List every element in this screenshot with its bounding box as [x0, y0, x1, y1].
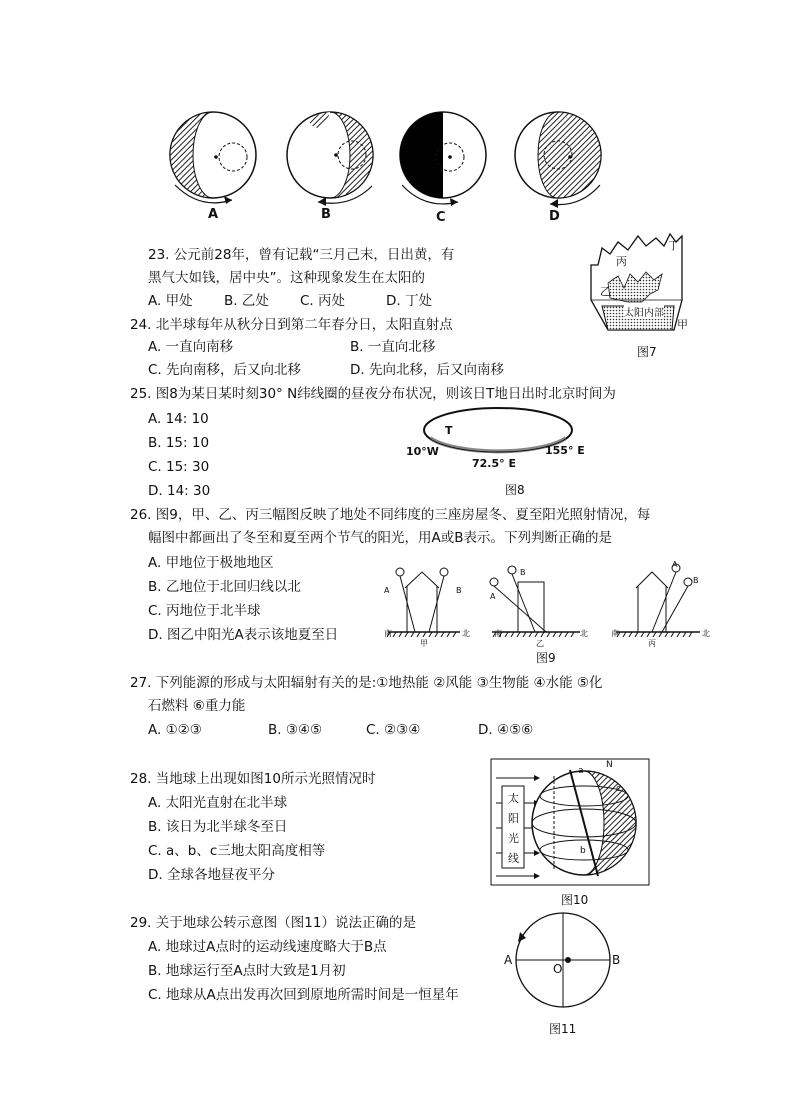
fig9-north-2: 北	[580, 629, 588, 638]
q23-option-a[interactable]: A. 甲处	[148, 293, 193, 309]
q24-option-c[interactable]: C. 先向南移，后又向北移	[148, 362, 302, 378]
q24-stem: 24. 北半球每年从秋分日到第二年春分日，太阳直射点	[130, 317, 453, 333]
q25-option-d[interactable]: D. 14: 30	[148, 483, 211, 499]
fig9-house-yi	[490, 566, 580, 637]
q24-option-d[interactable]: D. 先向北移，后又向南移	[350, 362, 504, 378]
q23-stem-line1: 23. 公元前28年，曾有记载“三月己末，日出黄，有	[148, 247, 455, 263]
fig10-point-a: a	[578, 766, 584, 776]
fig7-label-jia: 甲	[677, 318, 688, 331]
q28-option-c[interactable]: C. a、b、c三地太阳高度相等	[148, 843, 326, 859]
fig10-sun-3: 光	[508, 832, 519, 845]
q23-option-b[interactable]: B. 乙处	[224, 293, 269, 309]
fig9-b-1: B	[456, 586, 462, 595]
fig9-house-yi-label: 乙	[536, 639, 544, 648]
fig8-label-mid: 72.5° E	[472, 457, 516, 470]
fig8-label-right: 155° E	[545, 444, 585, 457]
fig9-south-1: 南	[384, 629, 392, 638]
q28-option-d[interactable]: D. 全球各地昼夜平分	[148, 867, 275, 883]
q23-option-c[interactable]: C. 丙处	[300, 293, 346, 309]
q26-stem-line1: 26. 图9，甲、乙、丙三幅图反映了地处不同纬度的三座房屋冬、夏至阳光照射情况，每	[130, 507, 651, 523]
fig11-label-a: A	[504, 953, 513, 967]
fig9-a-2: A	[490, 592, 496, 601]
fig10-caption: 图10	[561, 893, 589, 907]
fig9-b-2: B	[520, 568, 526, 577]
fig10-sun-2: 阳	[508, 812, 519, 825]
q29-option-b[interactable]: B. 地球运行至A点时大致是1月初	[148, 963, 346, 979]
q24-option-a[interactable]: A. 一直向南移	[148, 339, 234, 355]
fig8-label-left: 10°W	[406, 445, 439, 458]
fig10-point-n: N	[606, 760, 613, 770]
fig11-label-o: O	[553, 962, 563, 976]
fig9-a-1: A	[384, 586, 390, 595]
q24-option-b[interactable]: B. 一直向北移	[350, 339, 436, 355]
fig9-south-2: 南	[494, 629, 502, 638]
diagram-label-b: B	[321, 207, 331, 222]
q25-option-b[interactable]: B. 15: 10	[148, 435, 210, 451]
fig9-house-bing-label: 丙	[648, 639, 656, 648]
fig9-house-jia-label: 甲	[420, 639, 428, 648]
q27-option-b[interactable]: B. ③④⑤	[268, 722, 323, 738]
q28-option-a[interactable]: A. 太阳光直射在北半球	[148, 795, 288, 811]
fig11-caption: 图11	[549, 1022, 577, 1036]
q23-stem-line2: 黑气大如钱，居中央”。这种现象发生在太阳的	[148, 270, 425, 286]
q25-option-c[interactable]: C. 15: 30	[148, 459, 210, 475]
q26-stem-line2: 幅图中都画出了冬至和夏至两个节气的阳光，用A或B表示。下列判断正确的是	[148, 530, 612, 546]
q25-stem: 25. 图8为某日某时刻30° N纬线圈的昼夜分布状况，则该日T地日出时北京时间为	[130, 386, 616, 402]
fig7-label-core: 太阳内部	[624, 304, 664, 319]
fig7-label-bing: 丙	[616, 255, 627, 268]
q29-option-a[interactable]: A. 地球过A点时的运动线速度略大于B点	[148, 939, 387, 955]
fig9-b-3: B	[693, 576, 699, 585]
fig9-caption: 图9	[536, 651, 556, 665]
q27-option-a[interactable]: A. ①②③	[148, 722, 202, 738]
fig9-south-3: 南	[611, 629, 619, 638]
fig9-house-jia	[387, 568, 460, 637]
fig10-sun-1: 太	[508, 792, 519, 805]
diagram-c	[400, 112, 486, 206]
diagram-d	[515, 112, 601, 208]
diagram-label-c: C	[436, 210, 446, 225]
fig9-north-1: 北	[462, 629, 470, 638]
diagram-a	[170, 112, 256, 204]
q28-stem: 28. 当地球上出现如图10所示光照情况时	[130, 771, 376, 787]
diagram-label-a: A	[208, 207, 219, 222]
figure-11-orbit	[510, 910, 620, 1015]
diagram-label-d: D	[549, 209, 560, 224]
fig7-label-yi: 乙	[600, 285, 611, 298]
q27-option-c[interactable]: C. ②③④	[366, 722, 421, 738]
fig10-point-c: c	[616, 784, 621, 794]
q27-stem-line1: 27. 下列能源的形成与太阳辐射有关的是:①地热能 ②风能 ③生物能 ④水能 ⑤化	[130, 675, 603, 691]
fig9-north-3: 北	[702, 629, 710, 638]
q26-option-a[interactable]: A. 甲地位于极地地区	[148, 555, 274, 571]
q29-stem: 29. 关于地球公转示意图（图11）说法正确的是	[130, 915, 416, 931]
fig9-a-3: A	[672, 560, 678, 569]
q23-option-d[interactable]: D. 丁处	[386, 293, 432, 309]
q29-option-c[interactable]: C. 地球从A点出发再次回到原地所需时间是一恒星年	[148, 987, 459, 1003]
fig8-label-t: T	[445, 424, 453, 437]
fig9-house-bing	[616, 564, 700, 637]
q28-option-b[interactable]: B. 该日为北半球冬至日	[148, 819, 288, 835]
q26-option-b[interactable]: B. 乙地位于北回归线以北	[148, 579, 301, 595]
fig10-sun-4: 线	[508, 852, 519, 865]
q27-option-d[interactable]: D. ④⑤⑥	[478, 722, 534, 738]
fig11-label-b: B	[612, 953, 621, 967]
q26-option-c[interactable]: C. 丙地位于北半球	[148, 603, 261, 619]
figure-9-houses	[380, 560, 710, 650]
q27-stem-line2: 石燃料 ⑥重力能	[148, 698, 246, 714]
fig8-caption: 图8	[505, 483, 525, 497]
q26-option-d[interactable]: D. 图乙中阳光A表示该地夏至日	[148, 627, 339, 643]
diagram-b	[287, 112, 373, 206]
q25-option-a[interactable]: A. 14: 10	[148, 411, 209, 427]
fig7-label-ding: 丁	[668, 239, 679, 252]
fig7-caption: 图7	[637, 345, 657, 359]
fig10-point-b: b	[580, 846, 586, 856]
